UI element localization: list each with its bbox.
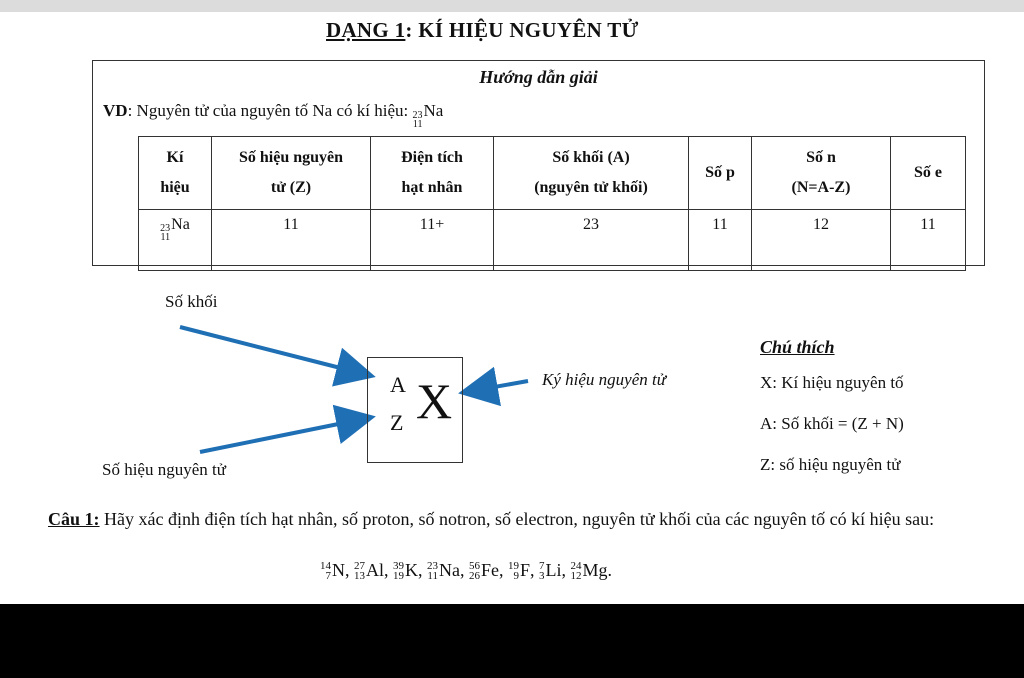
cell-symbol: 23 11 Na [139,210,212,271]
question-text: Hãy xác định điện tích hạt nhân, số proton, số notron, số electron, nguyên tử khối của các nguyên tố có kí hiệu sau: [99,509,935,529]
example-symbol: 23 11 Na [412,101,444,130]
col-so-n: Số n (N=A-Z) [752,137,891,210]
page-title: DẠNG 1: KÍ HIỆU NGUYÊN TỬ [326,18,639,42]
so-hieu-label: Số hiệu nguyên tử [102,460,226,479]
col-so-p: Số p [689,137,752,210]
element-symbol: 56 26 Fe , [469,559,508,582]
col-ki-hieu: Kí hiệu [139,137,212,210]
so-hieu-arrow [200,418,368,452]
cell-p: 11 [689,210,752,271]
legend-item-z: Z: số hiệu nguyên tử [760,455,901,474]
col-so-khoi: Số khối (A) (nguyên tử khối) [494,137,689,210]
cell-e: 11 [891,210,966,271]
symbol-z: Z [390,410,404,435]
col-so-hieu: Số hiệu nguyên tử (Z) [212,137,371,210]
example-text: : Nguyên tử của nguyên tố Na có kí hiệu: [127,101,413,120]
symbol-a: A [390,372,406,397]
col-dien-tich: Điện tích hạt nhân [371,137,494,210]
ky-hieu-label: Ký hiệu nguyên tử [542,370,666,389]
element-symbol: 7 3 Li , [539,559,571,582]
ky-hieu-arrow [466,381,528,392]
element-symbol: 39 19 K , [393,559,427,582]
example-label: VD [103,101,128,120]
element-symbol: 14 7 N , [320,559,354,582]
cell-n: 12 [752,210,891,271]
guide-heading: Hướng dẫn giải [479,67,598,87]
element-symbol: 24 12 Mg . [570,559,613,582]
element-symbol: 27 13 Al , [354,559,393,582]
symbol-x: X [416,373,453,429]
cell-z: 11 [212,210,371,271]
element-symbol: 19 9 F , [508,559,540,582]
legend-title: Chú thích [760,337,835,357]
atom-symbol-box [367,357,463,463]
col-so-e: Số e [891,137,966,210]
element-list [320,560,612,581]
element-symbol: 23 11 Na , [427,559,469,582]
legend-item-a: A: Số khối = (Z + N) [760,414,904,433]
question-label: Câu 1: [48,509,100,529]
cell-charge: 11+ [371,210,494,271]
question-1 [48,506,978,532]
so-khoi-label: Số khối [165,292,218,311]
cell-a: 23 [494,210,689,271]
so-khoi-arrow [180,327,368,375]
legend-item-x: X: Kí hiệu nguyên tố [760,373,904,392]
bottom-black-bar [0,604,1024,678]
